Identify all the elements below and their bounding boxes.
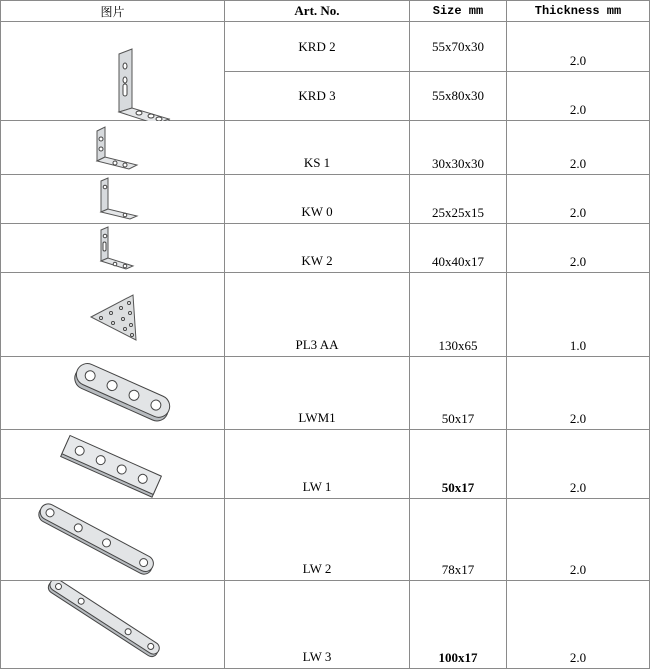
- header-row: [1, 1, 650, 22]
- image-cell: [1, 357, 225, 430]
- angle-bracket-narrow-icon: [1, 175, 225, 224]
- image-cell: [1, 224, 225, 273]
- thickness-cell: 2.0: [507, 581, 650, 669]
- thickness-cell: 2.0: [507, 224, 650, 273]
- header-thickness: Thickness mm: [507, 1, 650, 22]
- size-cell: 30x30x30: [410, 121, 507, 175]
- thickness-cell: 2.0: [507, 357, 650, 430]
- long-rounded-plate-icon: [1, 499, 225, 581]
- rectangular-flat-plate-icon: [1, 430, 225, 499]
- image-cell: [1, 581, 225, 669]
- art-no-cell: LW 3: [225, 581, 410, 669]
- size-cell: 25x25x15: [410, 175, 507, 224]
- thickness-cell: 2.0: [507, 22, 650, 72]
- thickness-cell: 2.0: [507, 175, 650, 224]
- angle-bracket-small-icon: [1, 121, 225, 175]
- table-row: [1, 430, 650, 499]
- art-no-cell: LW 1: [225, 430, 410, 499]
- size-cell: 55x80x30: [410, 72, 507, 121]
- longest-rounded-plate-icon: [1, 581, 225, 669]
- image-cell: [1, 430, 225, 499]
- art-no-cell: LW 2: [225, 499, 410, 581]
- thickness-cell: 2.0: [507, 72, 650, 121]
- thickness-cell: 2.0: [507, 499, 650, 581]
- art-no-cell: LWM1: [225, 357, 410, 430]
- size-cell: 100x17: [410, 581, 507, 669]
- table-row: [1, 581, 650, 669]
- table-row: [1, 22, 650, 72]
- image-cell: [1, 175, 225, 224]
- angle-bracket-large-icon: [1, 22, 225, 121]
- image-cell: [1, 499, 225, 581]
- table-row: [1, 175, 650, 224]
- thickness-cell: 1.0: [507, 273, 650, 357]
- table-row: [1, 224, 650, 273]
- table-row: [1, 273, 650, 357]
- thickness-cell: 2.0: [507, 430, 650, 499]
- table-row: [1, 357, 650, 430]
- size-cell: 50x17: [410, 430, 507, 499]
- art-no-cell: KW 2: [225, 224, 410, 273]
- table-row: [1, 121, 650, 175]
- art-no-cell: KRD 2: [225, 22, 410, 72]
- image-cell: [1, 273, 225, 357]
- thickness-cell: 2.0: [507, 121, 650, 175]
- header-size: Size mm: [410, 1, 507, 22]
- rounded-flat-plate-icon: [1, 357, 225, 430]
- size-cell: 55x70x30: [410, 22, 507, 72]
- art-no-cell: KRD 3: [225, 72, 410, 121]
- angle-bracket-slotted-icon: [1, 224, 225, 273]
- art-no-cell: PL3 AA: [225, 273, 410, 357]
- size-cell: 50x17: [410, 357, 507, 430]
- image-cell: [1, 22, 225, 121]
- art-no-cell: KS 1: [225, 121, 410, 175]
- header-art-no: Art. No.: [225, 1, 410, 22]
- size-cell: 130x65: [410, 273, 507, 357]
- image-cell: [1, 121, 225, 175]
- art-no-cell: KW 0: [225, 175, 410, 224]
- triangle-plate-icon: [1, 273, 225, 357]
- size-cell: 78x17: [410, 499, 507, 581]
- header-image: 图片: [1, 1, 225, 22]
- table-row: [1, 499, 650, 581]
- size-cell: 40x40x17: [410, 224, 507, 273]
